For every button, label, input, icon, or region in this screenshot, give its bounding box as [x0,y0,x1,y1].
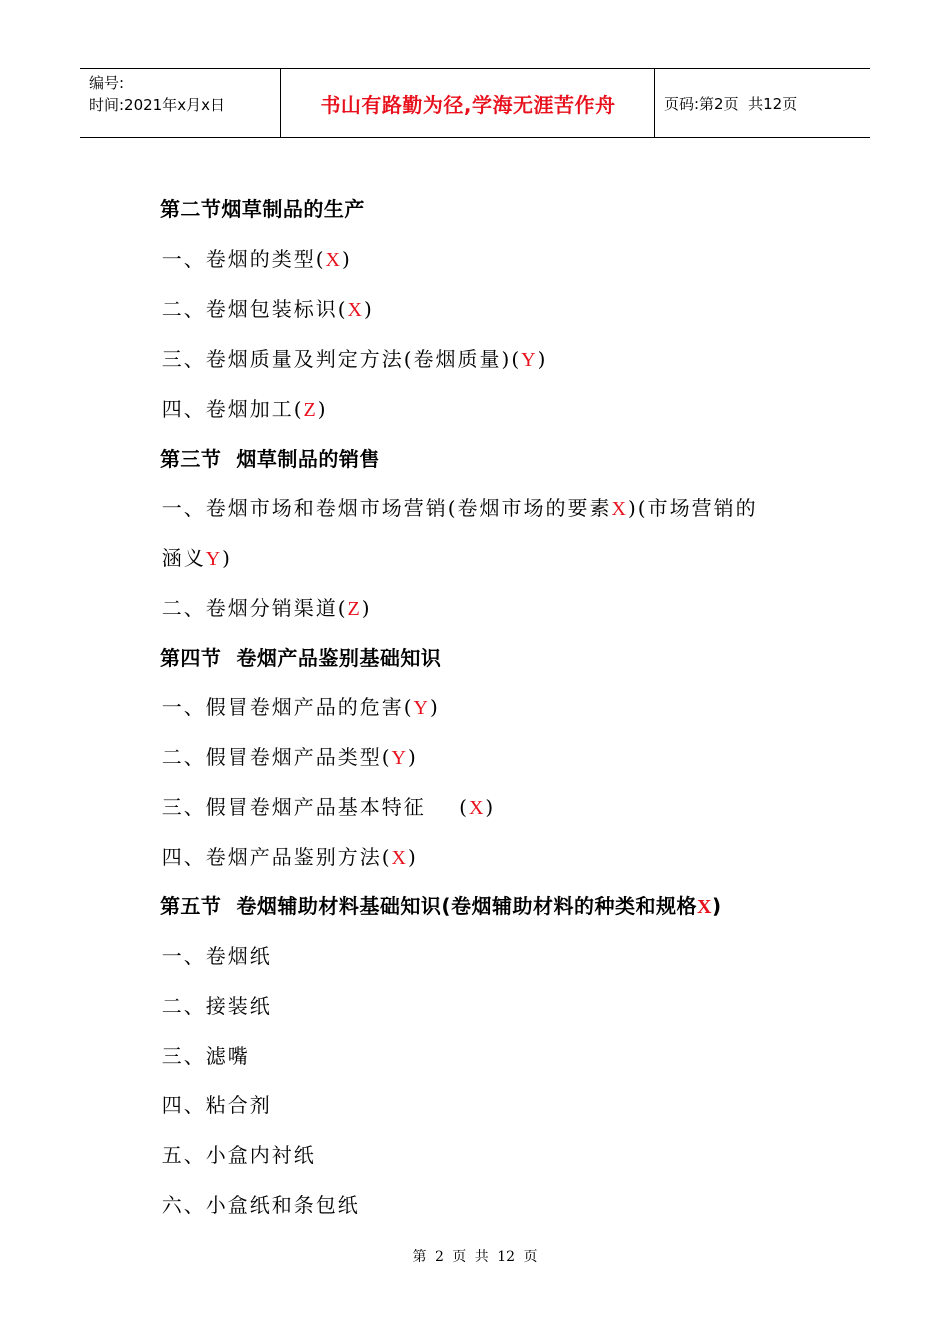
outline-item: 四、粘合剂 [161,1093,272,1117]
header-meta [80,69,281,137]
page-header [80,68,870,138]
level-mark: Y [413,697,430,719]
outline-item: 六、小盒纸和条包纸 [161,1193,360,1217]
level-mark: X [697,896,712,918]
outline-item: 三、卷烟质量及判定方法(卷烟质量)(Y) [161,347,548,371]
page-footer: 第 2 页 共 12 页 [412,1249,538,1265]
outline-item: 一、卷烟市场和卷烟市场营销(卷烟市场的要素X)(市场营销的 [161,496,758,520]
level-mark: X [468,797,486,819]
outline-item-continued: 涵义Y) [161,546,232,570]
outline-item: 三、假冒卷烟产品基本特征 (X) [161,795,496,819]
outline-item: 一、卷烟纸 [161,944,272,968]
outline-item: 二、接装纸 [161,994,272,1018]
outline-item: 二、卷烟分销渠道(Z) [161,596,372,620]
header-motto: 书山有路勤为径,学海无涯苦作舟 [282,69,655,137]
level-mark: X [325,249,342,271]
level-mark: Z [303,399,318,421]
level-mark: Y [391,747,408,769]
level-mark: X [391,847,408,869]
level-mark: Z [347,598,362,620]
outline-item: 三、滤嘴 [161,1044,250,1068]
level-mark: X [347,299,364,321]
level-mark: X [611,498,628,520]
outline-item: 四、卷烟加工(Z) [161,397,328,421]
header-time-label: 时间:2021年x月x日 [89,96,225,114]
level-mark: Y [205,548,223,570]
outline-item: 一、卷烟的类型(X) [161,247,352,271]
section-heading: 第五节 卷烟辅助材料基础知识(卷烟辅助材料的种类和规格X) [159,894,722,918]
outline-item: 二、假冒卷烟产品类型(Y) [161,745,418,769]
outline-item: 四、卷烟产品鉴别方法(X) [161,845,418,869]
outline-item: 五、小盒内衬纸 [161,1143,316,1167]
level-mark: Y [521,349,538,371]
outline-item: 一、假冒卷烟产品的危害(Y) [161,695,440,719]
header-page-info: 页码:第2页 共12页 [664,94,798,113]
section-heading: 第三节 烟草制品的销售 [159,447,380,471]
section-heading: 第四节 卷烟产品鉴别基础知识 [159,646,442,670]
section-heading: 第二节烟草制品的生产 [159,197,365,221]
outline-item: 二、卷烟包装标识(X) [161,297,374,321]
header-number-label: 编号: [89,74,125,92]
